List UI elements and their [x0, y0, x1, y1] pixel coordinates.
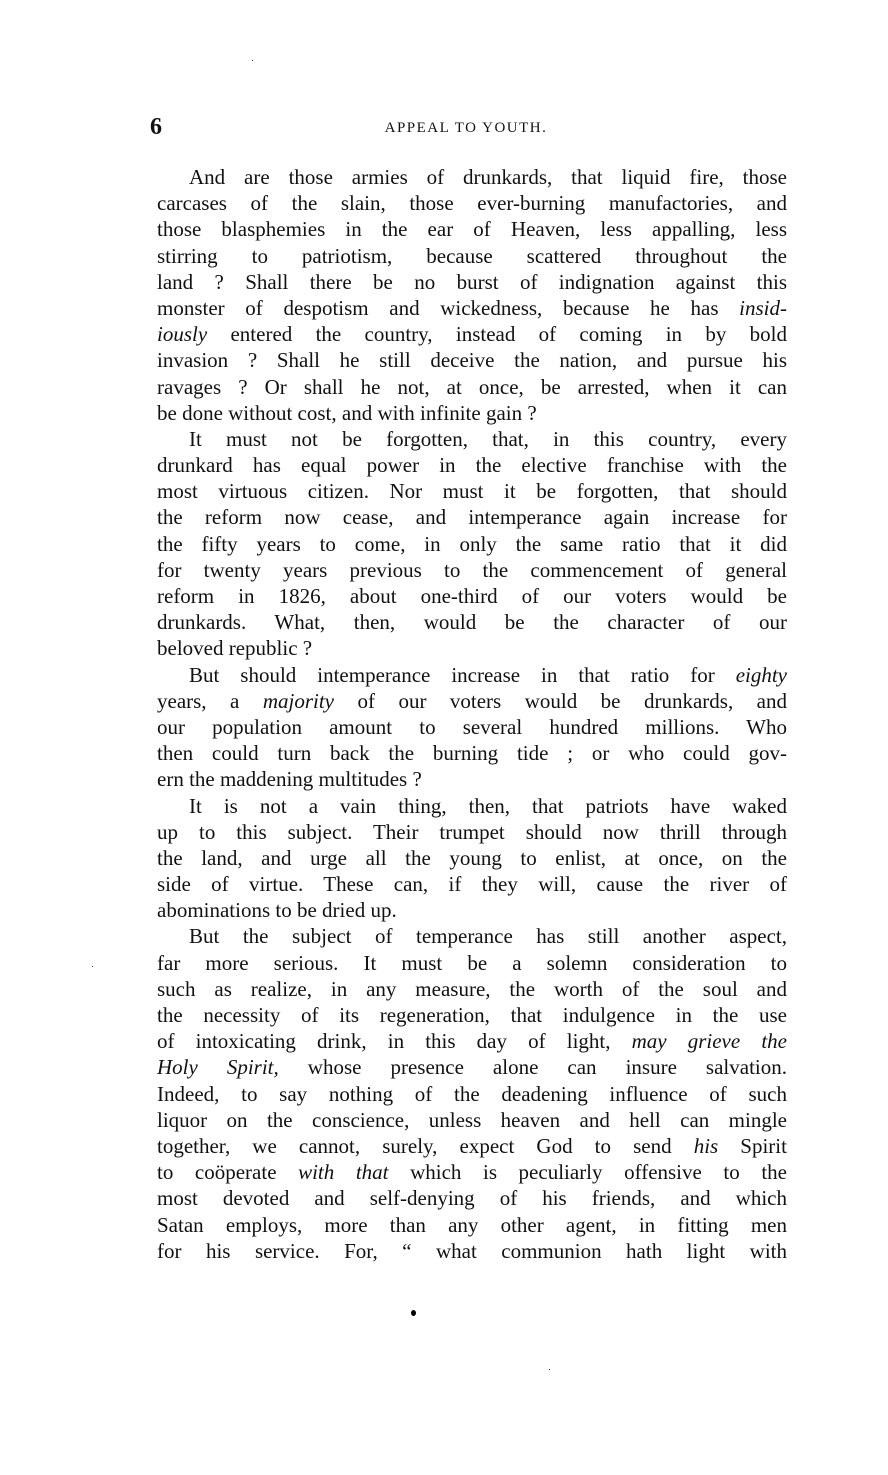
text-line: up to this subject. Their trumpet should now thrill through: [157, 819, 787, 844]
paragraph: [157, 793, 787, 924]
printer-mark: [411, 1310, 416, 1316]
text-line: those blasphemies in the ear of Heaven, less appalling, less: [157, 217, 787, 242]
text-line: beloved republic ?: [157, 636, 313, 661]
scan-speck: [252, 60, 253, 61]
text-line: monster of despotism and wickedness, because he has insid-: [157, 295, 787, 320]
text-line: reform in 1826, about one-third of our voters would be: [157, 584, 787, 608]
text-line: to coöperate with that which is peculiarly offensive to the: [157, 1160, 787, 1185]
text-line: the land, and urge all the young to enlist, at once, on the: [157, 845, 787, 870]
paragraph: [157, 426, 787, 662]
page-body: [157, 164, 787, 1264]
page-number: 6: [150, 114, 162, 140]
text-line: such as realize, in any measure, the worth of the soul and: [157, 976, 787, 1001]
text-line: abominations to be dried up.: [157, 898, 397, 923]
italic-emphasis: iously: [157, 322, 208, 347]
text-line: invasion ? Shall he still deceive the nation, and pursue his: [157, 348, 787, 373]
text-line: Holy Spirit, whose presence alone can insure salvation.: [157, 1055, 787, 1080]
text-line: But should intemperance increase in that ratio for eighty: [189, 662, 787, 687]
italic-emphasis: may grieve the: [631, 1029, 787, 1054]
text-line: land ? Shall there be no burst of indignation against this: [157, 269, 787, 294]
italic-emphasis: his: [693, 1133, 719, 1158]
italic-emphasis: majority: [262, 688, 334, 713]
text-line: It is not a vain thing, then, that patriots have waked: [189, 793, 787, 818]
text-line: It must not be forgotten, that, in this country, every: [189, 426, 787, 451]
text-line: Indeed, to say nothing of the deadening influence of such: [157, 1081, 787, 1106]
text-line: ern the maddening multitudes ?: [157, 767, 422, 792]
text-line: the necessity of its regeneration, that indulgence in the use: [157, 1003, 787, 1027]
text-line: side of virtue. These can, if they will, cause the river of: [157, 872, 787, 897]
scan-speck: [92, 966, 93, 967]
text-line: together, we cannot, surely, expect God to send his Spirit: [157, 1133, 787, 1158]
page-header: [150, 114, 782, 144]
text-line: far more serious. It must be a solemn consideration to: [157, 950, 787, 975]
text-line: drunkards. What, then, would be the character of our: [157, 610, 787, 635]
italic-emphasis: Holy Spirit,: [157, 1055, 279, 1080]
text-line: be done without cost, and with infinite gain ?: [157, 400, 537, 425]
text-line: Satan employs, more than any other agent, in fitting men: [157, 1212, 787, 1237]
paragraph: [157, 662, 787, 793]
italic-emphasis: with that: [298, 1160, 389, 1185]
running-head: APPEAL TO YOUTH.: [384, 120, 548, 136]
text-line: the fifty years to come, in only the same ratio that it did: [157, 531, 787, 556]
paragraph: [157, 164, 787, 426]
italic-emphasis: insid-: [739, 295, 787, 320]
text-line: most virtuous citizen. Nor must it be forgotten, that should: [157, 479, 787, 504]
text-line: then could turn back the burning tide ; or who could gov-: [157, 741, 787, 766]
text-line: of intoxicating drink, in this day of light, may grieve the: [157, 1029, 787, 1054]
text-line: our population amount to several hundred millions. Who: [157, 714, 787, 739]
text-line: carcases of the slain, those ever-burning manufactories, and: [157, 191, 787, 216]
text-line: years, a majority of our voters would be drunkards, and: [157, 688, 787, 713]
text-line: stirring to patriotism, because scattered throughout the: [157, 243, 787, 268]
text-line: most devoted and self-denying of his friends, and which: [157, 1186, 787, 1211]
text-line: But the subject of temperance has still another aspect,: [189, 924, 787, 949]
text-line: drunkard has equal power in the elective franchise with the: [157, 453, 787, 478]
text-line: iously entered the country, instead of coming in by bold: [157, 322, 787, 347]
text-line: the reform now cease, and intemperance again increase for: [157, 505, 787, 530]
paragraph: [157, 923, 787, 1263]
scan-speck: [549, 1369, 550, 1370]
text-line: for twenty years previous to the commencement of general: [157, 557, 787, 582]
text-line: And are those armies of drunkards, that liquid fire, those: [189, 165, 787, 189]
italic-emphasis: eighty: [735, 662, 787, 687]
text-line: liquor on the conscience, unless heaven and hell can mingle: [157, 1107, 787, 1132]
text-line: ravages ? Or shall he not, at once, be arrested, when it can: [157, 374, 787, 399]
text-line: for his service. For, “ what communion hath light with: [157, 1238, 787, 1263]
